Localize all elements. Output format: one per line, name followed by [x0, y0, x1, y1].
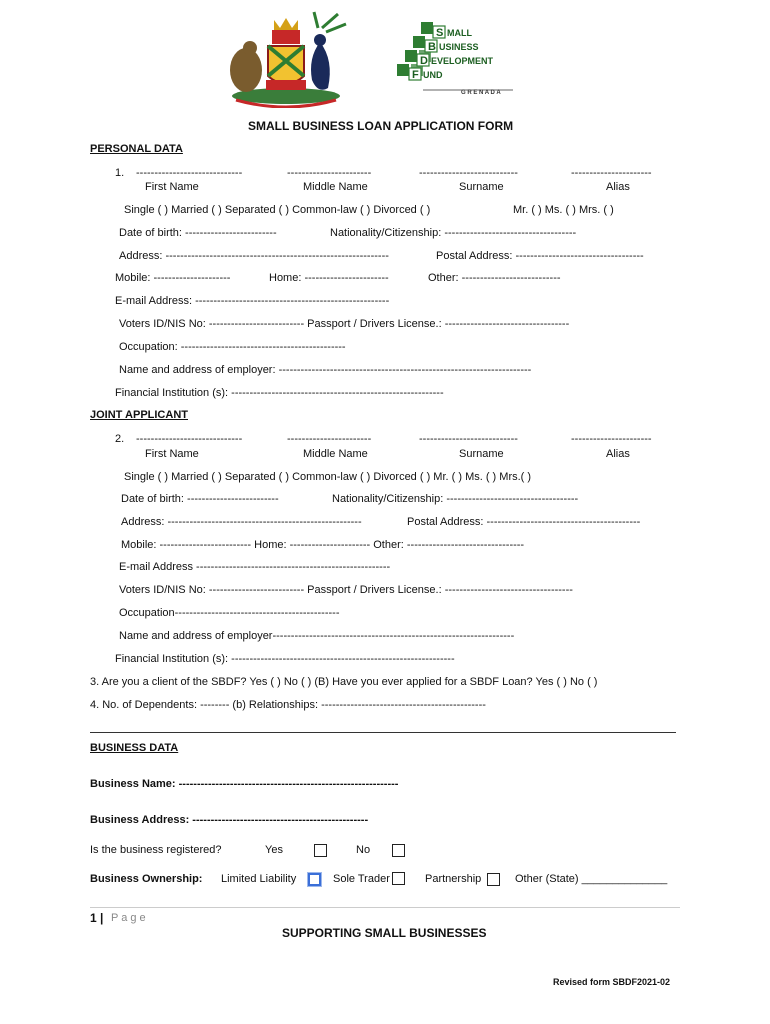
first-name-label: First Name: [145, 181, 199, 193]
mobile-field[interactable]: Mobile: ---------------------: [115, 272, 231, 284]
joint-dob-field[interactable]: Date of birth: -------------------------: [121, 493, 279, 505]
alias-label: Alias: [606, 181, 630, 193]
form-title: SMALL BUSINESS LOAN APPLICATION FORM: [248, 119, 514, 133]
joint-address-field[interactable]: Address: -----------------------------------------------------: [121, 516, 362, 528]
postal-address-field[interactable]: Postal Address: -----------------------------------: [436, 250, 644, 262]
middle-name-field[interactable]: -----------------------: [287, 167, 372, 179]
revision-note: Revised form SBDF2021-02: [553, 977, 671, 987]
joint-surname-field[interactable]: ---------------------------: [419, 433, 518, 445]
surname-field[interactable]: ---------------------------: [419, 167, 518, 179]
logo-letter-b: B: [428, 41, 436, 53]
business-address-field[interactable]: Business Address: ------------------------------------------------: [90, 814, 369, 826]
joint-alias-label: Alias: [606, 448, 630, 460]
joint-occupation-field[interactable]: Occupation---------------------------------------------: [119, 607, 340, 619]
sbdf-logo: [397, 18, 522, 100]
section-divider: [90, 732, 676, 733]
business-name-field[interactable]: Business Name: ------------------------------------------------------------: [90, 778, 399, 790]
logo-word-mall: MALL: [447, 28, 472, 38]
logo-country: G R E N A D A: [461, 90, 501, 96]
joint-middle-name-field[interactable]: -----------------------: [287, 433, 372, 445]
sole-trader-label: Sole Trader: [333, 873, 390, 885]
partnership-label: Partnership: [425, 873, 482, 885]
voters-passport-field[interactable]: Voters ID/NIS No: -------------------------- Passport / Drivers License.: ----------------------------------: [119, 318, 570, 330]
home-phone-field[interactable]: Home: -----------------------: [269, 272, 389, 284]
registered-yes-label: Yes: [265, 844, 283, 856]
footer-slogan: SUPPORTING SMALL BUSINESSES: [282, 926, 487, 940]
footer-rule: [90, 907, 680, 908]
page-number: 1 |: [90, 911, 104, 925]
logo-letter-f: F: [412, 69, 419, 81]
marital-status-options[interactable]: Single ( ) Married ( ) Separated ( ) Common-law ( ) Divorced ( ): [124, 204, 431, 216]
sole-trader-checkbox[interactable]: [392, 872, 405, 885]
registered-no-label: No: [356, 844, 371, 856]
financial-institution-field[interactable]: Financial Institution (s): ----------------------------------------------------------: [115, 387, 444, 399]
joint-voters-passport-field[interactable]: Voters ID/NIS No: -------------------------- Passport / Drivers License.: -----------------------------------: [119, 584, 573, 596]
surname-label: Surname: [459, 181, 504, 193]
registered-question: Is the business registered?: [90, 844, 222, 856]
title-options[interactable]: Mr. ( ) Ms. ( ) Mrs. ( ): [513, 204, 614, 216]
nationality-field[interactable]: Nationality/Citizenship: ------------------------------------: [330, 227, 577, 239]
middle-name-label: Middle Name: [303, 181, 368, 193]
address-field[interactable]: Address: -------------------------------------------------------------: [119, 250, 389, 262]
joint-financial-institution-field[interactable]: Financial Institution (s): -------------------------------------------------------------: [115, 653, 455, 665]
limited-liability-label: Limited Liability: [221, 873, 297, 885]
logo-word-usiness: USINESS: [439, 42, 479, 52]
ownership-label: Business Ownership:: [90, 873, 203, 885]
joint-status-title-options[interactable]: Single ( ) Married ( ) Separated ( ) Common-law ( ) Divorced ( ) Mr. ( ) Ms. ( ) Mrs.( ): [124, 471, 532, 483]
applicant-number: 1.: [115, 167, 125, 179]
registered-no-checkbox[interactable]: [392, 844, 405, 857]
logo-word-evelopment: EVELOPMENT: [431, 56, 494, 66]
joint-surname-label: Surname: [459, 448, 504, 460]
alias-field[interactable]: ----------------------: [571, 167, 652, 179]
logo-letter-s: S: [436, 27, 444, 39]
email-field[interactable]: E-mail Address: -----------------------------------------------------: [115, 295, 390, 307]
first-name-field[interactable]: -----------------------------: [136, 167, 243, 179]
logo-word-und: UND: [423, 70, 443, 80]
registered-yes-checkbox[interactable]: [314, 844, 327, 857]
joint-applicant-heading: JOINT APPLICANT: [90, 409, 188, 421]
other-phone-field[interactable]: Other: ---------------------------: [428, 272, 561, 284]
joint-applicant-number: 2.: [115, 433, 125, 445]
joint-nationality-field[interactable]: Nationality/Citizenship: ------------------------------------: [332, 493, 579, 505]
limited-liability-checkbox[interactable]: [308, 873, 321, 886]
joint-first-name-field[interactable]: -----------------------------: [136, 433, 243, 445]
page-word: P a g e: [111, 912, 146, 924]
joint-alias-field[interactable]: ----------------------: [571, 433, 652, 445]
joint-first-name-label: First Name: [145, 448, 199, 460]
occupation-field[interactable]: Occupation: ---------------------------------------------: [119, 341, 346, 353]
joint-postal-address-field[interactable]: Postal Address: ------------------------------------------: [407, 516, 641, 528]
coat-of-arms-logo: [222, 10, 350, 108]
business-data-heading: BUSINESS DATA: [90, 742, 179, 754]
joint-phone-fields[interactable]: Mobile: ------------------------- Home: ---------------------- Other: --------------------------------: [121, 539, 525, 551]
logo-letter-d: D: [420, 55, 428, 67]
other-state-field[interactable]: Other (State) ______________: [515, 873, 668, 885]
personal-data-heading: PERSONAL DATA: [90, 143, 183, 155]
joint-email-field[interactable]: E-mail Address -----------------------------------------------------: [119, 561, 391, 573]
joint-middle-name-label: Middle Name: [303, 448, 368, 460]
partnership-checkbox[interactable]: [487, 873, 500, 886]
question-4[interactable]: 4. No. of Dependents: -------- (b) Relationships: ---------------------------------------------: [90, 699, 486, 711]
joint-employer-field[interactable]: Name and address of employer------------------------------------------------------------------: [119, 630, 515, 642]
question-3[interactable]: 3. Are you a client of the SBDF? Yes ( ) No ( ) (B) Have you ever applied for a SBDF Loan? Yes ( ) No ( ): [90, 676, 598, 688]
dob-field[interactable]: Date of birth: -------------------------: [119, 227, 277, 239]
employer-field[interactable]: Name and address of employer: ---------------------------------------------------------------------: [119, 364, 532, 376]
